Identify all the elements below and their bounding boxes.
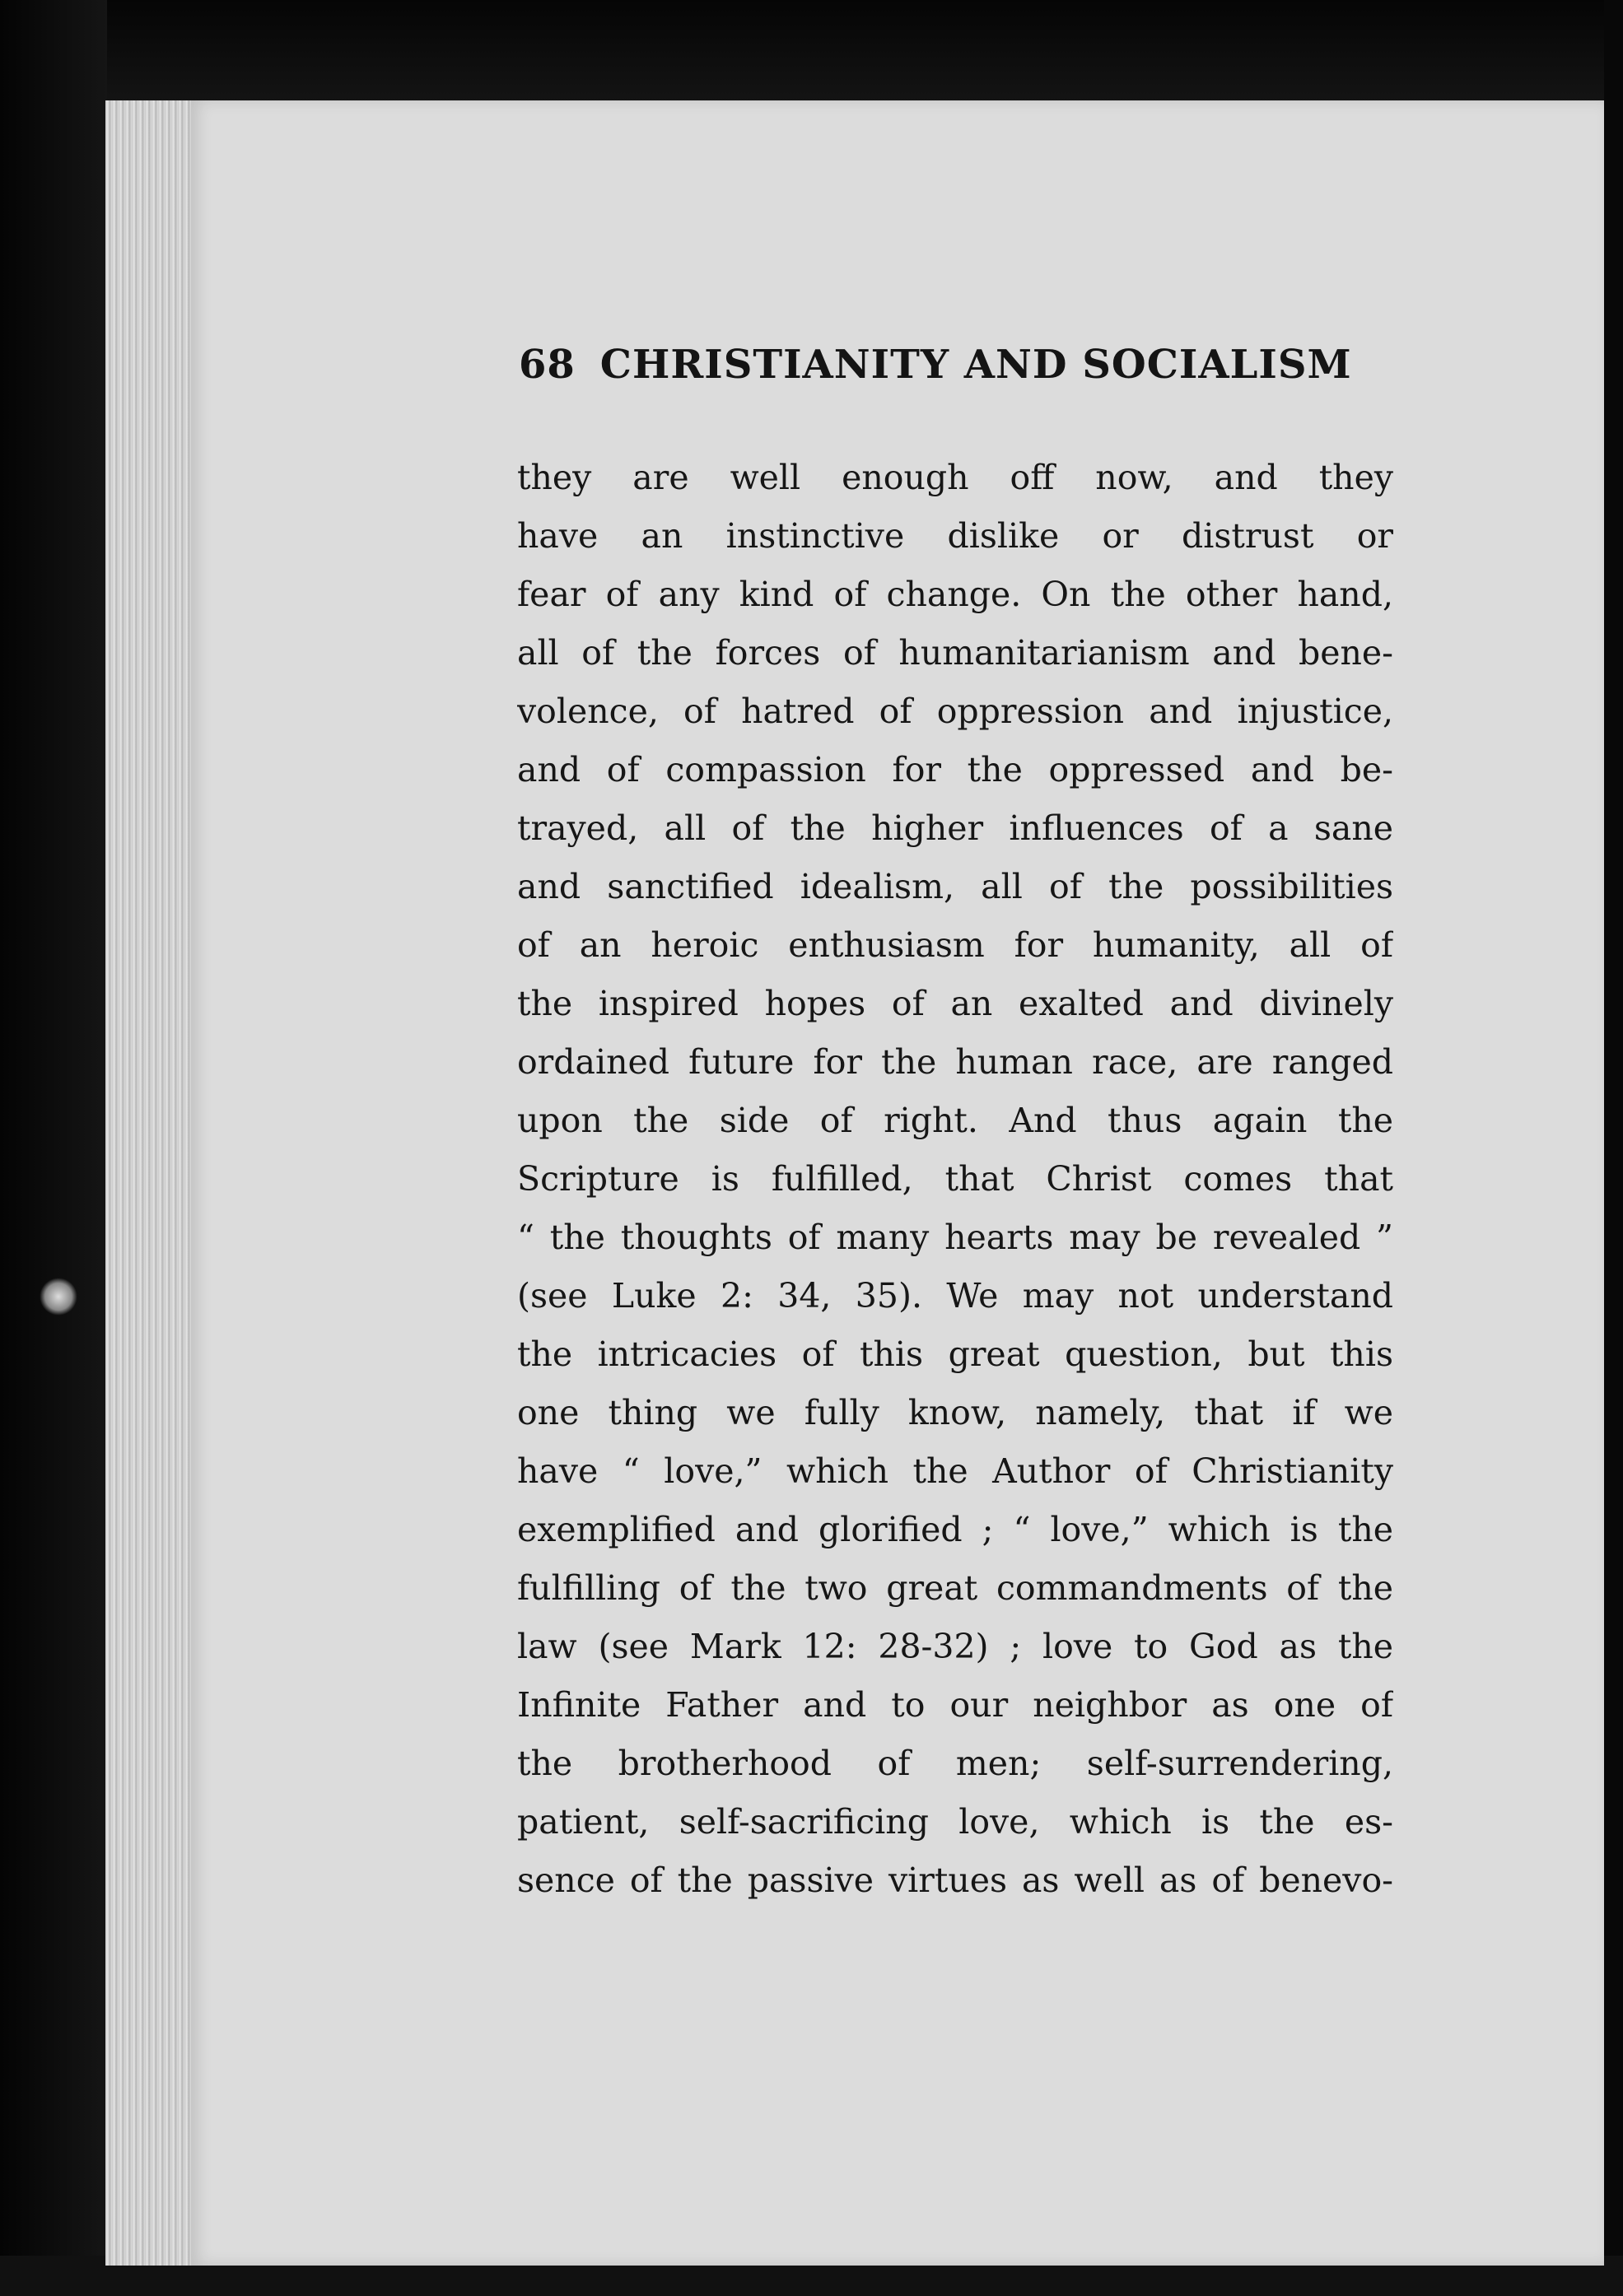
text-line: the intricacies of this great question, but this [517,1334,1393,1374]
text-line: trayed, all of the higher influences of a sane [517,808,1393,848]
text-line: “ the thoughts of many hearts may be revealed ” [517,1218,1393,1257]
text-line: of an heroic enthusiasm for humanity, all of [517,925,1393,965]
text-line: upon the side of right. And thus again the [517,1101,1393,1140]
text-line: have “ love,” which the Author of Christianity [517,1451,1393,1491]
text-line: exemplified and glorified ; “ love,” which is the [517,1510,1393,1549]
text-line: (see Luke 2: 34, 35). We may not understand [517,1276,1393,1316]
scan-top-border [0,0,1623,103]
scan-artifact [40,1278,77,1316]
page-number: 68 [519,342,576,388]
text-line: volence, of hatred of oppression and injustice, [517,692,1393,731]
text-line: one thing we fully know, namely, that if we [517,1393,1393,1432]
scan-left-border [0,0,107,2296]
text-line: patient, self-sacrificing love, which is the es- [517,1802,1393,1842]
text-line: the brotherhood of men; self-surrendering, [517,1744,1393,1783]
running-header [519,342,1375,388]
body-text [517,449,1393,1910]
text-line: Infinite Father and to our neighbor as one of [517,1685,1393,1725]
text-line: and sanctified idealism, all of the possibilities [517,867,1393,906]
text-line: the inspired hopes of an exalted and divinely [517,984,1393,1023]
running-title: CHRISTIANITY AND SOCIALISM [599,342,1352,388]
text-line: all of the forces of humanitarianism and bene- [517,633,1393,673]
text-line: ordained future for the human race, are ranged [517,1042,1393,1082]
text-line: and of compassion for the oppressed and be- [517,750,1393,789]
text-line: Scripture is fulfilled, that Christ comes that [517,1159,1393,1199]
text-line: they are well enough off now, and they [517,458,1393,497]
page-stack-edges [105,100,196,2266]
text-line: fear of any kind of change. On the other hand, [517,575,1393,614]
text-line: law (see Mark 12: 28-32) ; love to God as the [517,1627,1393,1666]
text-line: fulfilling of the two great commandments of the [517,1568,1393,1608]
text-line: have an instinctive dislike or distrust or [517,516,1393,556]
text-line: sence of the passive virtues as well as of benevo- [517,1861,1393,1900]
scan-right-border [1604,0,1623,2296]
